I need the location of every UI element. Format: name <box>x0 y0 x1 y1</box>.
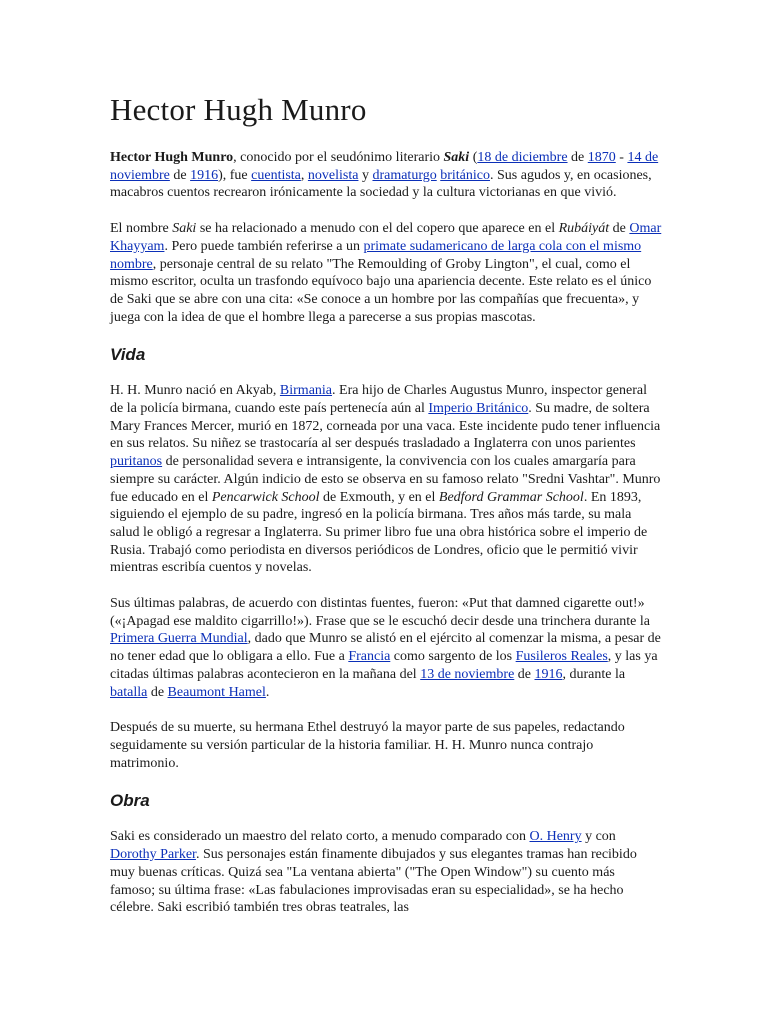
text-run: de <box>169 167 191 183</box>
link-novelista[interactable]: novelista <box>307 167 359 183</box>
vida-paragraph-2 <box>110 595 662 701</box>
text-run: ( <box>469 150 478 165</box>
text-run: ), fue <box>218 167 252 183</box>
link-batalla[interactable]: batalla <box>110 684 148 700</box>
link-13-noviembre[interactable]: 13 de noviembre <box>420 666 515 682</box>
subject-name: Hector Hugh Munro <box>110 150 234 165</box>
text-run: de <box>514 666 535 682</box>
link-birth-date[interactable]: 18 de diciembre <box>477 150 568 165</box>
text-run: de personalidad severa e intransigente, la convivencia con los cuales amargaría para siempre su carácter. Algún indicio de esto se observa en su famoso relato "Sredni Vashtar". Munro fue educado en el <box>110 454 661 505</box>
text-run: y con <box>581 829 616 845</box>
rubaiyat-italic: Rubáiyát <box>558 221 610 237</box>
link-primera-guerra[interactable]: Primera Guerra Mundial <box>110 631 248 647</box>
text-run: , y las ya citadas últimas palabras acontecieron en la mañana del <box>110 649 658 682</box>
link-year-1870[interactable]: 1870 <box>587 150 616 165</box>
intro-paragraph <box>110 149 662 202</box>
text-run: como sargento de los <box>390 649 516 665</box>
link-francia[interactable]: Francia <box>348 649 391 665</box>
text-run: El nombre <box>110 221 173 237</box>
text-run: , durante la <box>562 666 626 682</box>
section-heading-vida: Vida <box>110 345 146 365</box>
page-title: Hector Hugh Munro <box>110 92 367 127</box>
text-run: H. H. Munro nació en Akyab, <box>110 383 280 399</box>
link-o-henry[interactable]: O. Henry <box>529 829 582 845</box>
link-britanico[interactable]: británico <box>440 167 490 183</box>
text-run: de <box>609 221 630 237</box>
text-run: . Era hijo de Charles Augustus Munro, inspector general de la policía birmana, cuando este país pertenecía aún al <box>110 383 647 417</box>
pseudonym-text: Saki <box>443 150 470 165</box>
pencarwick-italic: Pencarwick School <box>211 489 320 505</box>
link-cuentista[interactable]: cuentista <box>251 167 301 183</box>
link-puritanos[interactable]: puritanos <box>110 454 163 470</box>
link-dramaturgo[interactable]: dramaturgo <box>372 167 437 183</box>
link-primate[interactable]: primate sudamericano de larga cola con el mismo nombre <box>110 238 642 272</box>
text-run: . Sus personajes están finamente dibujados y sus elegantes tramas han recibido muy buenas críticas. Quizá sea "La ventana abierta" ("The Open Window") su cuento más famoso; su última frase: «Las fabulaciones improvisadas eran su especialidad», se ha hecho célebre. Saki escribió también tres obras teatrales, las <box>110 847 637 916</box>
text-run: - <box>615 150 628 165</box>
link-beaumont-hamel[interactable]: Beaumont Hamel <box>167 684 266 700</box>
text-run: . Su madre, de soltera Mary Frances Mercer, murió en 1872, corneada por una vaca. Este incidente pudo tener influencia en sus relatos. Su niñez se trastocaría al ser después trasladado a Inglaterra con unos parientes <box>110 401 661 452</box>
link-1916[interactable]: 1916 <box>534 666 563 682</box>
text-run: Saki es considerado un maestro del relato corto, a menudo comparado con <box>110 829 530 845</box>
text-run: Sus últimas palabras, de acuerdo con distintas fuentes, fueron: «Put that damned cigarette out!» («¡Apagad ese maldito cigarrillo!»). Frase que se le escuchó decir desde una trinchera durante la <box>110 596 650 629</box>
text-run: , personaje central de su relato "The Remoulding of Groby Lington", el cual, como el mismo escritor, oculta un trasfondo equívoco bajo una apariencia decente. Este relato es el único de Saki que se abre con una cita: «Se conoce a un hombre por las compañías que frecuenta», y juega con la idea de que el hombre llega a parecerse a sus propias mascotas. <box>110 256 652 325</box>
text-run: de <box>567 150 588 165</box>
link-fusileros[interactable]: Fusileros Reales <box>515 649 608 665</box>
article-content <box>110 92 662 935</box>
link-imperio-britanico[interactable]: Imperio Británico <box>428 401 529 417</box>
text-run: . En 1893, siguiendo el ejemplo de su padre, ingresó en la policía birmana. Tres años más tarde, su mala salud le obligó a regresar a Inglaterra. Su primer libro fue una obra histórica sobre el imperio de Rusia. Trabajó como periodista en diversos periódicos de Londres, oficio que le permitió vivir mientras escribía cuentos y novelas. <box>110 489 648 576</box>
text-run: y <box>358 167 373 183</box>
text-run: , conocido por el seudónimo literario <box>233 150 444 165</box>
text-run: de <box>147 684 168 700</box>
name-origin-paragraph <box>110 220 662 326</box>
text-run: de Exmouth, y en el <box>319 489 439 505</box>
vida-paragraph-3: Después de su muerte, su hermana Ethel destruyó la mayor parte de sus papeles, redactando seguidamente su versión particular de la historia familiar. H. H. Munro nunca contrajo matrimonio. <box>110 720 625 771</box>
vida-paragraph-1 <box>110 382 662 577</box>
saki-italic: Saki <box>172 221 197 237</box>
link-death-date[interactable]: 14 de noviembre <box>110 150 659 183</box>
section-heading-obra: Obra <box>110 791 150 811</box>
text-run: se ha relacionado a menudo con el del copero que aparece en el <box>196 221 559 237</box>
link-year-1916[interactable]: 1916 <box>190 167 219 183</box>
bedford-italic: Bedford Grammar School <box>438 489 584 505</box>
text-run: , <box>300 167 308 183</box>
link-omar-khayyam[interactable]: Omar Khayyam <box>110 221 662 254</box>
text-run: . <box>265 684 270 700</box>
obra-paragraph-1 <box>110 828 662 917</box>
text-run: . Sus agudos y, en ocasiones, macabros cuentos recrearon irónicamente la sociedad y la cultura victorianas en que vivió. <box>110 167 652 201</box>
link-dorothy-parker[interactable]: Dorothy Parker <box>110 847 196 863</box>
text-run: . Pero puede también referirse a un <box>164 238 364 254</box>
text-run: , dado que Munro se alistó en el ejército al comenzar la misma, a pesar de no tener edad que lo obligara a ello. Fue a <box>110 631 661 665</box>
link-birmania[interactable]: Birmania <box>279 383 333 399</box>
